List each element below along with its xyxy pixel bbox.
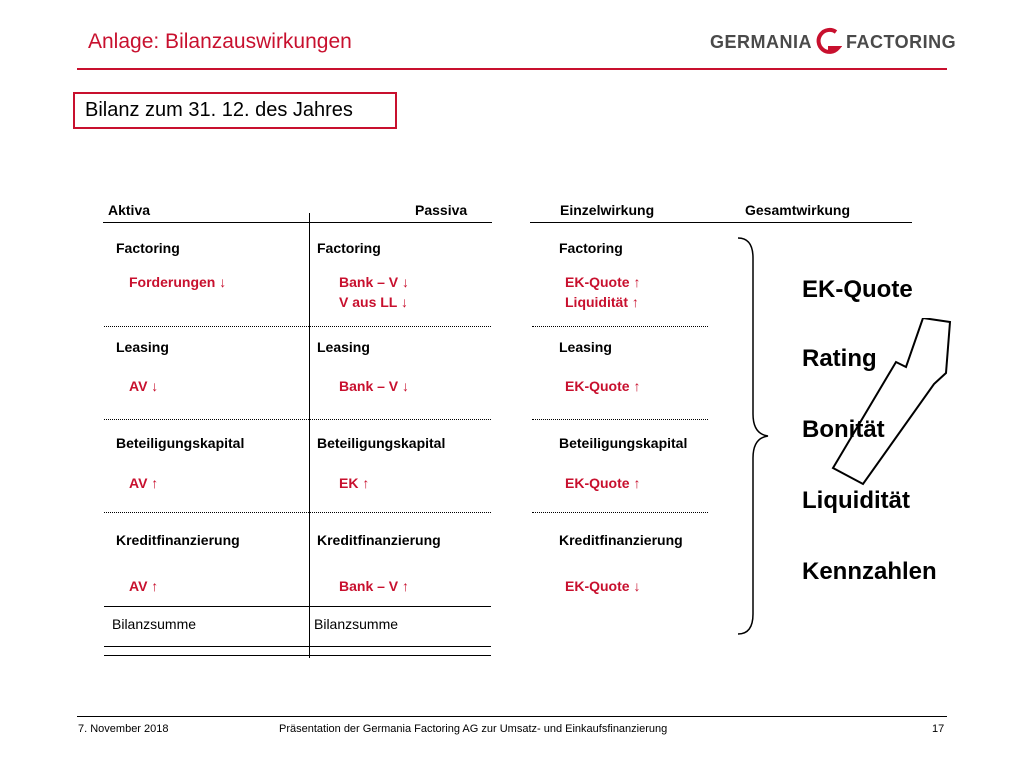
gesamt-item: EK-Quote: [802, 276, 913, 303]
brace-icon: [735, 236, 775, 636]
footer-center: Präsentation der Germania Factoring AG zur Umsatz- und Einkaufsfinanzierung: [279, 723, 668, 735]
header-aktiva: Aktiva: [108, 202, 151, 218]
logo-text-left: GERMANIA: [710, 32, 812, 52]
row-title-aktiva: Beteiligungskapital: [116, 435, 245, 451]
einzel-item: EK-Quote ↓: [565, 578, 641, 594]
double-rule-top: [104, 646, 491, 647]
header-rule-right: [530, 222, 912, 223]
logo-text-right: FACTORING: [846, 32, 957, 52]
passiva-item: V aus LL ↓: [339, 294, 408, 310]
row-title-passiva: Beteiligungskapital: [317, 435, 446, 451]
gesamt-item: Kennzahlen: [802, 558, 937, 585]
row-title-passiva: Kreditfinanzierung: [317, 532, 441, 548]
gesamt-item: Rating: [802, 345, 877, 372]
total-passiva: Bilanzsumme: [314, 616, 399, 632]
slide-title: Anlage: Bilanzauswirkungen: [88, 30, 352, 53]
t-account-divider: [309, 213, 310, 658]
passiva-item: Bank – V ↑: [339, 578, 410, 594]
aktiva-item: AV ↑: [129, 578, 159, 594]
total-aktiva: Bilanzsumme: [112, 616, 197, 632]
gesamt-item: Bonität: [802, 416, 885, 443]
aktiva-item: Forderungen ↓: [129, 274, 227, 290]
row-title-einzel: Leasing: [559, 339, 612, 355]
row-separator: [532, 419, 708, 420]
logo-g-icon: [814, 26, 842, 60]
row-title-einzel: Beteiligungskapital: [559, 435, 688, 451]
double-rule-bottom: [104, 655, 491, 656]
einzel-item: Liquidität ↑: [565, 294, 639, 310]
passiva-item: Bank – V ↓: [339, 274, 410, 290]
footer-rule: [77, 716, 947, 717]
header-einzelwirkung: Einzelwirkung: [560, 202, 655, 218]
title-rule: [77, 68, 947, 70]
row-separator: [104, 512, 491, 513]
aktiva-item: AV ↑: [129, 475, 159, 491]
einzel-item: EK-Quote ↑: [565, 274, 641, 290]
row-separator: [104, 326, 491, 327]
row-title-passiva: Factoring: [317, 240, 381, 256]
row-title-einzel: Kreditfinanzierung: [559, 532, 683, 548]
row-title-passiva: Leasing: [317, 339, 370, 355]
einzel-item: EK-Quote ↑: [565, 378, 641, 394]
total-rule: [104, 606, 491, 607]
balance-date-label: Bilanz zum 31. 12. des Jahres: [73, 92, 397, 129]
passiva-item: Bank – V ↓: [339, 378, 410, 394]
row-title-aktiva: Factoring: [116, 240, 180, 256]
header-passiva: Passiva: [415, 202, 468, 218]
row-title-aktiva: Kreditfinanzierung: [116, 532, 240, 548]
header-rule-left: [103, 222, 492, 223]
row-title-aktiva: Leasing: [116, 339, 169, 355]
einzel-item: EK-Quote ↑: [565, 475, 641, 491]
up-arrow-icon: [828, 318, 958, 488]
row-separator: [532, 512, 708, 513]
row-separator: [532, 326, 708, 327]
gesamt-item: Liquidität: [802, 487, 910, 514]
company-logo: [710, 26, 957, 60]
aktiva-item: AV ↓: [129, 378, 159, 394]
row-title-einzel: Factoring: [559, 240, 623, 256]
footer-date: 7. November 2018: [78, 723, 169, 735]
passiva-item: EK ↑: [339, 475, 370, 491]
row-separator: [104, 419, 491, 420]
header-gesamtwirkung: Gesamtwirkung: [745, 202, 851, 218]
footer-page-number: 17: [932, 723, 945, 735]
